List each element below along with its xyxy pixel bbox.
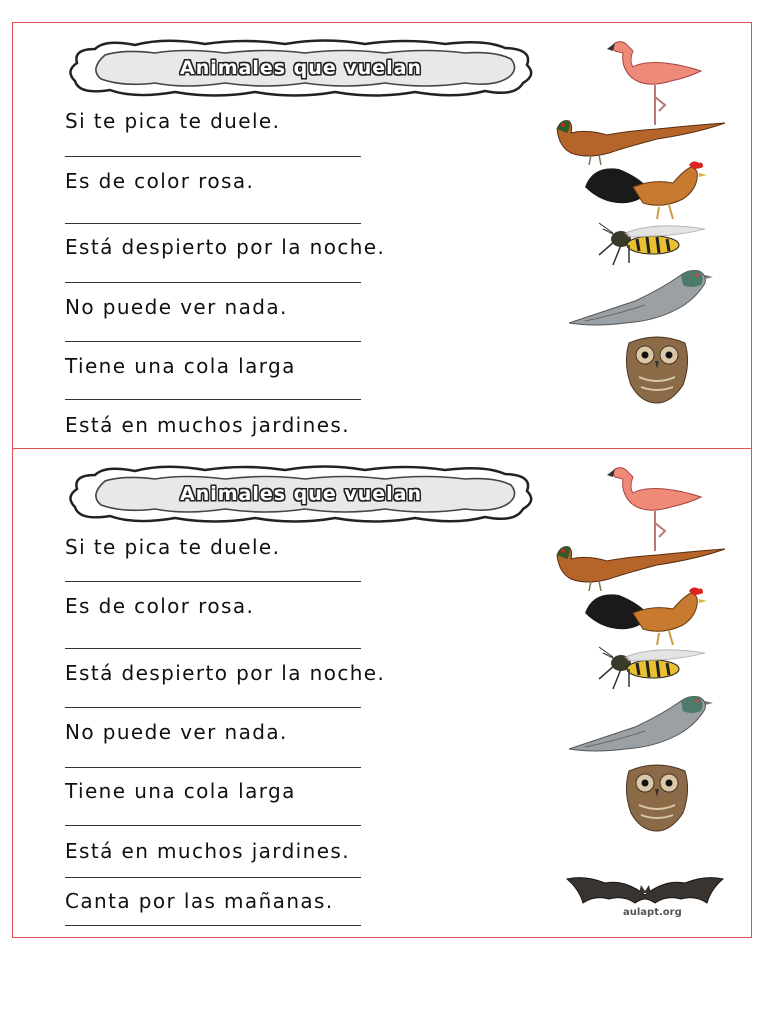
sentence: Está en muchos jardines.: [65, 413, 350, 437]
answer-line[interactable]: [65, 581, 361, 582]
sentence: Está despierto por la noche.: [65, 235, 386, 259]
title-cloud: [65, 39, 537, 97]
rooster-icon: [583, 583, 713, 645]
answer-line[interactable]: [65, 648, 361, 649]
title-cloud: [65, 465, 537, 523]
pigeon-icon: [565, 691, 725, 757]
answer-line[interactable]: [65, 707, 361, 708]
wasp-icon: [585, 645, 715, 691]
owl-icon: [619, 333, 695, 405]
sentence: Está despierto por la noche.: [65, 661, 386, 685]
answer-line[interactable]: [65, 341, 361, 342]
sentence: No puede ver nada.: [65, 720, 288, 744]
sentence: Si te pica te duele.: [65, 109, 281, 133]
sentence: Tiene una cola larga: [65, 779, 296, 803]
credit-text: aulapt.org: [623, 907, 682, 918]
rooster-icon: [583, 157, 713, 219]
answer-line[interactable]: [65, 282, 361, 283]
answer-line[interactable]: [65, 223, 361, 224]
answer-line[interactable]: [65, 925, 361, 926]
wasp-icon: [585, 221, 715, 267]
flamingo-icon: [593, 463, 713, 553]
answer-line[interactable]: [65, 825, 361, 826]
answer-line[interactable]: [65, 156, 361, 157]
answer-line[interactable]: [65, 399, 361, 400]
sentence: Canta por las mañanas.: [65, 889, 334, 913]
flamingo-icon: [593, 37, 713, 127]
answer-line[interactable]: [65, 877, 361, 878]
sentence: Tiene una cola larga: [65, 354, 296, 378]
owl-icon: [619, 761, 695, 833]
pigeon-icon: [565, 265, 725, 331]
worksheet-card-2: [12, 448, 752, 938]
worksheet-title: Animales que vuelan: [180, 483, 422, 505]
sentence: Si te pica te duele.: [65, 535, 281, 559]
sentence: Está en muchos jardines.: [65, 839, 350, 863]
worksheet-card-1: [12, 22, 752, 450]
answer-line[interactable]: [65, 767, 361, 768]
sentence: No puede ver nada.: [65, 295, 288, 319]
sentence: Es de color rosa.: [65, 169, 255, 193]
worksheet-title: Animales que vuelan: [180, 57, 422, 79]
sentence: Es de color rosa.: [65, 594, 255, 618]
